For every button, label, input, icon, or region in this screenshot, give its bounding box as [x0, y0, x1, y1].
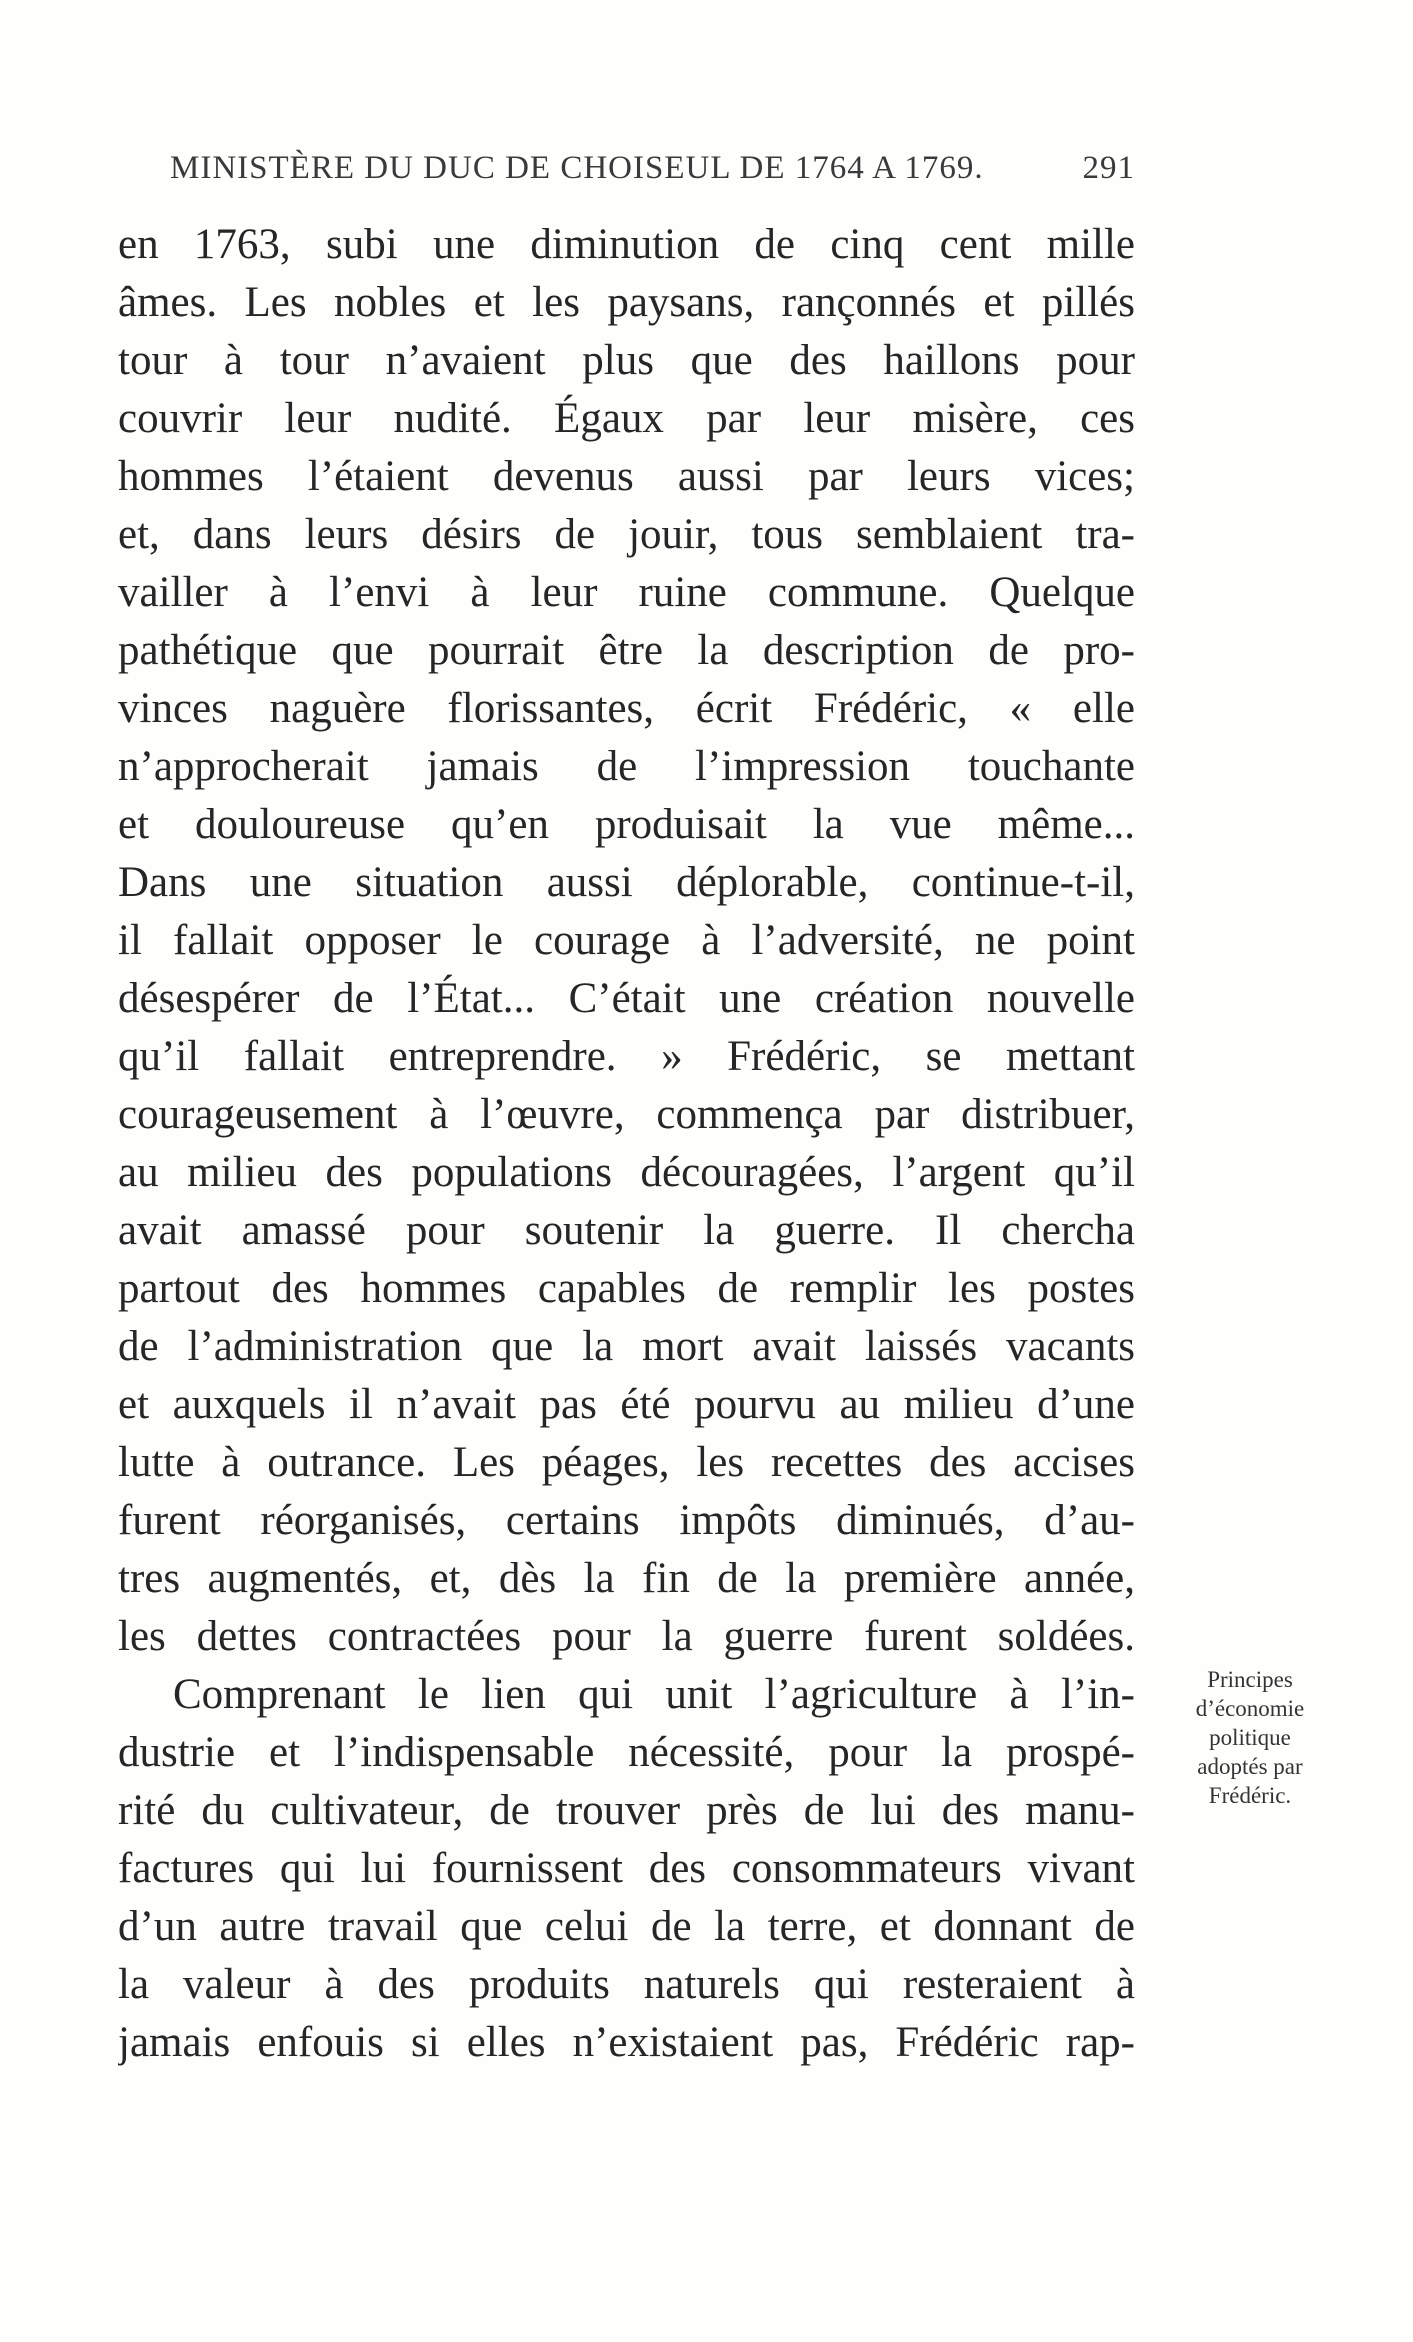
text-line: qu’il fallait entreprendre. » Frédéric, se mettant	[118, 1033, 1135, 1080]
text-line: en 1763, subi une diminution de cinq cent mille	[118, 221, 1135, 268]
page-number: 291	[1082, 150, 1135, 186]
margin-note-line: adoptés par	[1197, 1754, 1303, 1779]
text-line: vailler à l’envi à leur ruine commune. Quelque	[118, 569, 1135, 616]
text-line: d’un autre travail que celui de la terre, et donnant de	[118, 1903, 1135, 1950]
text-line: Dans une situation aussi déplorable, continue-t-il,	[118, 859, 1135, 906]
margin-note-line: d’économie	[1195, 1696, 1305, 1721]
text-line: dustrie et l’indispensable nécessité, pour la prospé-	[118, 1729, 1135, 1776]
text-line: il fallait opposer le courage à l’adversité, ne point	[118, 917, 1135, 964]
text-line: désespérer de l’État... C’était une création nouvelle	[118, 975, 1135, 1022]
text-line: rité du cultivateur, de trouver près de lui des manu-	[118, 1787, 1135, 1834]
text-line: n’approcherait jamais de l’impression touchante	[118, 743, 1135, 790]
margin-note-line: politique	[1209, 1725, 1291, 1750]
text-line: furent réorganisés, certains impôts diminués, d’au-	[118, 1497, 1135, 1544]
text-line: lutte à outrance. Les péages, les recettes des accises	[118, 1439, 1135, 1486]
running-title: MINISTÈRE DU DUC DE CHOISEUL DE 1764 A 1769.	[170, 150, 984, 186]
text-line: tres augmentés, et, dès la fin de la première année,	[118, 1555, 1135, 1602]
text-line: tour à tour n’avaient plus que des haillons pour	[118, 337, 1135, 384]
text-line: jamais enfouis si elles n’existaient pas, Frédéric rap-	[118, 2019, 1135, 2066]
text-line: et douloureuse qu’en produisait la vue même...	[118, 801, 1135, 848]
text-line: courageusement à l’œuvre, commença par distribuer,	[118, 1091, 1135, 1138]
body-text	[118, 216, 1135, 2072]
running-header	[170, 150, 1135, 190]
text-line: hommes l’étaient devenus aussi par leurs vices;	[118, 453, 1135, 500]
margin-note-line: Frédéric.	[1208, 1783, 1292, 1808]
margin-note-line: Principes	[1207, 1667, 1293, 1692]
paragraph-start-line: Comprenant le lien qui unit l’agriculture à l’in-	[173, 1671, 1135, 1718]
text-line: les dettes contractées pour la guerre furent soldées.	[118, 1613, 1135, 1660]
text-line: et, dans leurs désirs de jouir, tous semblaient tra-	[118, 511, 1135, 558]
text-line: avait amassé pour soutenir la guerre. Il chercha	[118, 1207, 1135, 1254]
text-line: la valeur à des produits naturels qui resteraient à	[118, 1961, 1135, 2008]
text-line: partout des hommes capables de remplir les postes	[118, 1265, 1135, 1312]
text-line: âmes. Les nobles et les paysans, rançonnés et pillés	[118, 279, 1135, 326]
text-line: vinces naguère florissantes, écrit Frédéric, « elle	[118, 685, 1135, 732]
text-line: au milieu des populations découragées, l’argent qu’il	[118, 1149, 1135, 1196]
text-line: et auxquels il n’avait pas été pourvu au milieu d’une	[118, 1381, 1135, 1428]
text-line: factures qui lui fournissent des consommateurs vivant	[118, 1845, 1135, 1892]
text-line: couvrir leur nudité. Égaux par leur misère, ces	[118, 395, 1135, 442]
margin-note	[1175, 1665, 1325, 1810]
text-line: de l’administration que la mort avait laissés vacants	[118, 1323, 1135, 1370]
text-line: pathétique que pourrait être la description de pro-	[118, 627, 1135, 674]
